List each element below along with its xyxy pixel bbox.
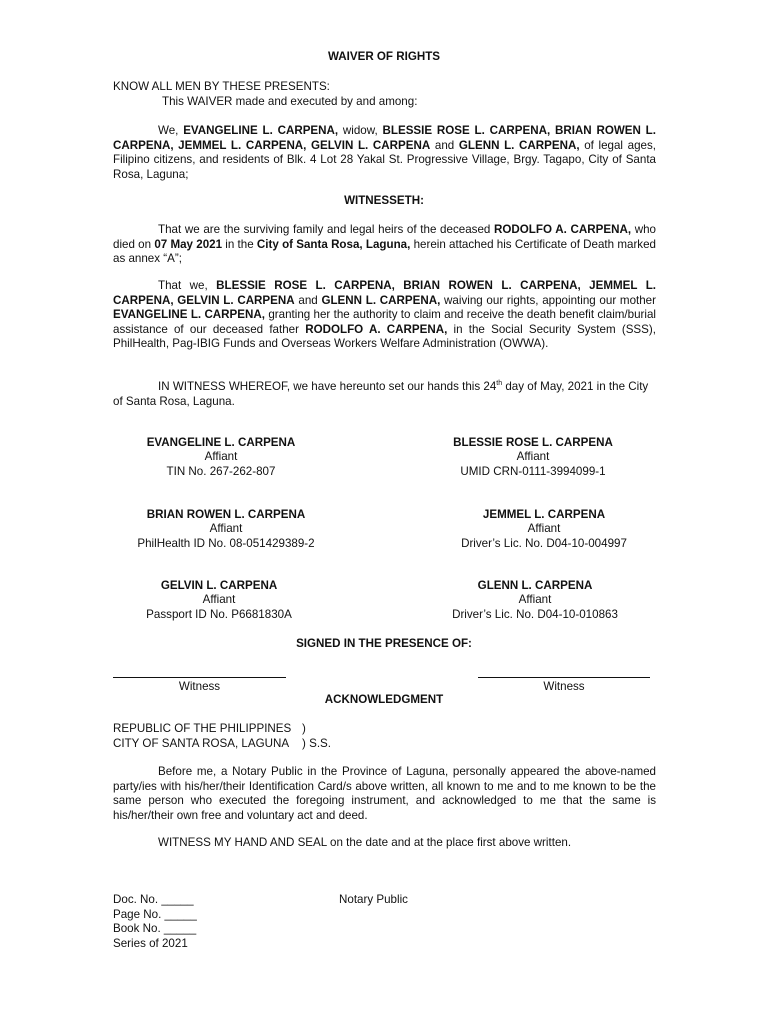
witness-signature-line	[113, 677, 286, 678]
affiant-block	[414, 508, 674, 551]
page-no: Page No. _____	[113, 907, 197, 921]
affiant-id: PhilHealth ID No. 08-051429389-2	[137, 536, 315, 550]
series: Series of 2021	[113, 936, 188, 950]
affiant-name: JEMMEL L. CARPENA	[482, 508, 606, 521]
doc-no: Doc. No. _____	[113, 893, 194, 906]
venue-city: CITY OF SANTA ROSA, LAGUNA	[113, 737, 290, 750]
affiant-block	[96, 508, 356, 551]
notary-paragraph: Before me, a Notary Public in the Province of Laguna, personally appeared the above-named party/ies with his/her/their Identification Card/s above written, all known to me and to me known to be the same person who executed the foregoing instrument, and acknowledged to me that the same is his/her/their own free and voluntary act and deed.	[113, 765, 656, 822]
venue-republic: REPUBLIC OF THE PHILIPPINES	[113, 722, 292, 735]
notary-public-label: Notary Public	[339, 893, 408, 906]
affiant-name: BLESSIE ROSE L. CARPENA	[453, 436, 613, 449]
parties-paragraph: We, EVANGELINE L. CARPENA, widow, BLESSIE ROSE L. CARPENA, BRIAN ROWEN L. CARPENA, JEMMEL L. CARPENA, GELVIN L. CARPENA and GLENN L. CARPENA, of legal ages, Filipino citizens, and residents of Blk. 4 Lot 28 Yakal St. Progressive Village, Brgy. Tagapo, City of Santa Rosa, Laguna;	[113, 124, 657, 181]
affiant-name: EVANGELINE L. CARPENA	[146, 436, 296, 449]
doc-details	[113, 893, 197, 951]
affiant-block	[403, 436, 663, 479]
affiant-id: Passport ID No. P6681830A	[146, 607, 292, 621]
affiant-role: Affiant	[209, 522, 243, 536]
book-no: Book No. _____	[113, 922, 197, 936]
witness-hand-line: WITNESS MY HAND AND SEAL on the date and at the place first above written.	[158, 836, 572, 849]
affiant-role: Affiant	[518, 593, 552, 607]
signed-presence-heading: SIGNED IN THE PRESENCE OF:	[296, 637, 472, 650]
affiant-role: Affiant	[527, 522, 561, 536]
waiving-paragraph: That we, BLESSIE ROSE L. CARPENA, BRIAN ROWEN L. CARPENA, JEMMEL L. CARPENA, GELVIN L. CARPENA and GLENN L. CARPENA, waiving our rights, appointing our mother EVANGELINE L. CARPENA, granting her the authority to claim and receive the death benefit claim/burial assistance of our deceased father RODOLFO A. CARPENA, in the Social Security System (SSS), PhilHealth, Pag-IBIG Funds and Overseas Workers Welfare Administration (OWWA).	[113, 279, 657, 351]
affiant-name: BRIAN ROWEN L. CARPENA	[146, 508, 306, 521]
affiant-name: GLENN L. CARPENA	[477, 579, 593, 592]
witnesseth-heading: WITNESSETH:	[344, 194, 424, 207]
affiant-id: TIN No. 267-262-807	[166, 464, 276, 478]
affiant-role: Affiant	[204, 450, 238, 464]
know-all-line: KNOW ALL MEN BY THESE PRESENTS:	[113, 80, 330, 93]
in-witness-paragraph: IN WITNESS WHEREOF, we have hereunto set our hands this 24th day of May, 2021 in the City of Santa Rosa, Laguna.	[113, 380, 649, 408]
acknowledgment-heading: ACKNOWLEDGMENT	[324, 693, 444, 706]
venue-republic-paren: )	[302, 722, 306, 735]
affiant-name: GELVIN L. CARPENA	[160, 579, 278, 592]
affiant-role: Affiant	[516, 450, 550, 464]
affiant-id: Driver’s Lic. No. D04-10-004997	[461, 536, 627, 550]
witness-signature-line	[478, 677, 650, 678]
witness-label-right: Witness	[543, 680, 585, 693]
affiant-id: UMID CRN-0111-3994099-1	[460, 464, 606, 478]
heirs-paragraph: That we are the surviving family and legal heirs of the deceased RODOLFO A. CARPENA, who died on 07 May 2021 in the City of Santa Rosa, Laguna, herein attached his Certificate of Death marked as annex “A”;	[113, 223, 657, 266]
affiant-block	[89, 579, 349, 622]
affiant-role: Affiant	[202, 593, 236, 607]
affiant-block	[405, 579, 665, 622]
affiant-id: Driver’s Lic. No. D04-10-010863	[452, 607, 618, 621]
venue-ss: ) S.S.	[302, 737, 331, 750]
witness-label-left: Witness	[178, 680, 221, 693]
document-title: WAIVER OF RIGHTS	[327, 50, 441, 63]
waiver-line: This WAIVER made and executed by and among:	[162, 95, 418, 108]
affiant-block	[91, 436, 351, 479]
